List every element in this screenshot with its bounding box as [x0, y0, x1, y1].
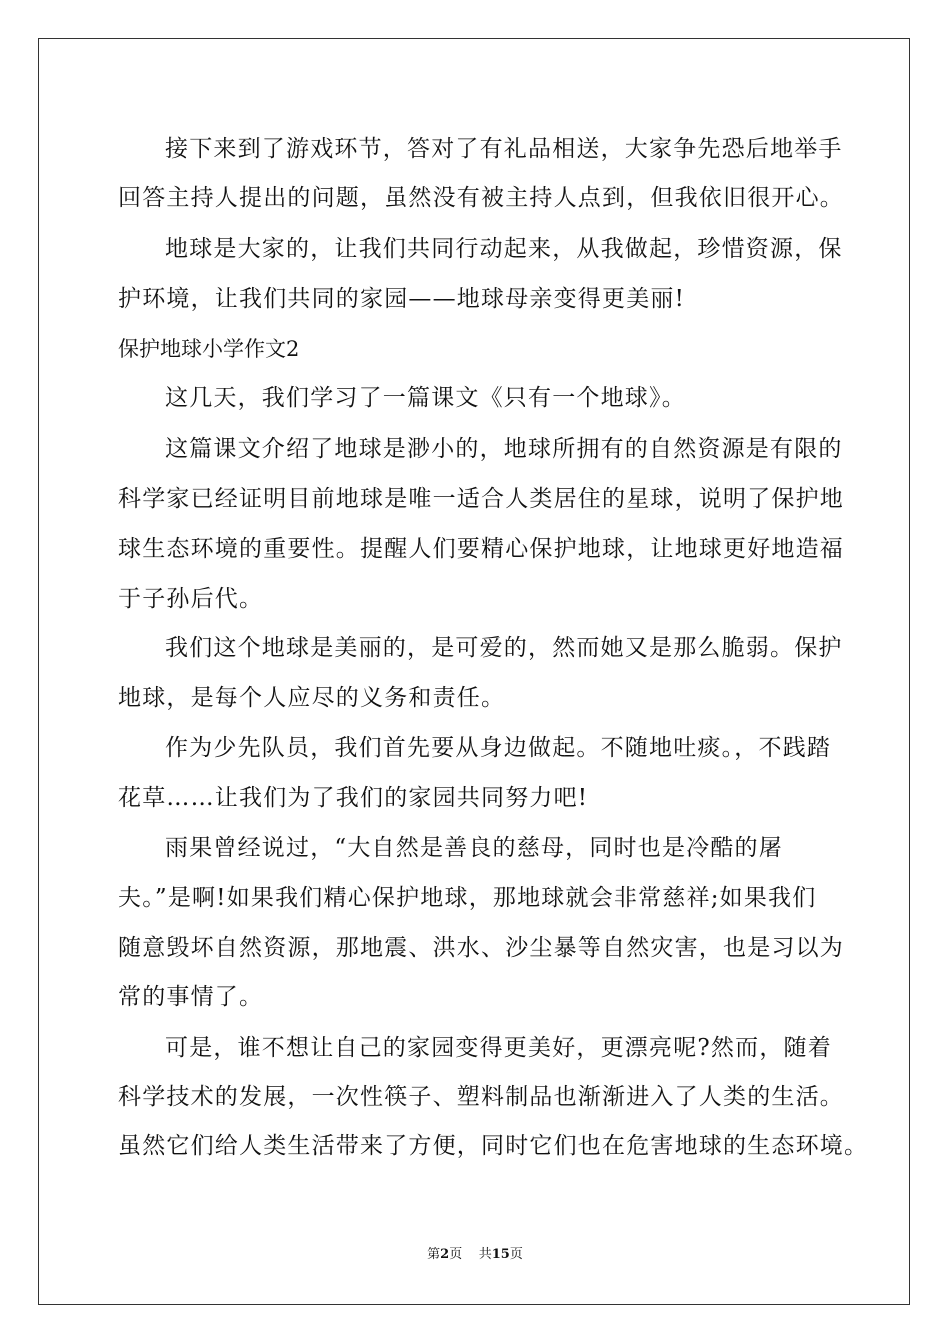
paragraph-line: 回答主持人提出的问题，虽然没有被主持人点到，但我依旧很开心。 — [118, 185, 844, 211]
paragraph-line: 护环境，让我们共同的家园——地球母亲变得更美丽! — [118, 286, 686, 312]
section-heading: 保护地球小学作文2 — [118, 337, 300, 361]
page-number-prefix: 第 — [427, 1247, 441, 1262]
paragraph-line: 虽然它们给人类生活带来了方便，同时它们也在危害地球的生态环境。 — [118, 1133, 869, 1159]
paragraph-line: 球生态环境的重要性。提醒人们要精心保护地球，让地球更好地造福 — [118, 536, 844, 562]
paragraph-line: 可是，谁不想让自己的家园变得更美好，更漂亮呢?然而，随着 — [165, 1035, 832, 1061]
page-number-suffix: 页 — [449, 1247, 463, 1262]
paragraph-line: 随意毁坏自然资源，那地震、洪水、沙尘暴等自然灾害，也是习以为 — [118, 935, 844, 961]
paragraph-line: 作为少先队员，我们首先要从身边做起。不随地吐痰。，不践踏 — [165, 735, 832, 761]
page-frame — [38, 38, 910, 1305]
total-pages: 15 — [491, 1247, 510, 1262]
paragraph-line: 我们这个地球是美丽的，是可爱的，然而她又是那么脆弱。保护 — [165, 635, 843, 661]
paragraph-line: 科学家已经证明目前地球是唯一适合人类居住的星球，说明了保护地 — [118, 486, 844, 512]
total-pages-prefix: 共 — [478, 1247, 492, 1262]
paragraph-line: 这篇课文介绍了地球是渺小的，地球所拥有的自然资源是有限的 — [165, 436, 843, 462]
paragraph-line: 夫。”是啊!如果我们精心保护地球，那地球就会非常慈祥;如果我们 — [118, 885, 817, 911]
paragraph-line: 地球，是每个人应尽的义务和责任。 — [118, 685, 506, 711]
paragraph-line: 地球是大家的，让我们共同行动起来，从我做起，珍惜资源，保 — [165, 236, 843, 262]
paragraph-line: 于子孙后代。 — [118, 586, 264, 612]
paragraph-line: 科学技术的发展，一次性筷子、塑料制品也渐渐进入了人类的生活。 — [118, 1084, 844, 1110]
page-number: 2 — [440, 1247, 450, 1262]
paragraph-line: 接下来到了游戏环节，答对了有礼品相送，大家争先恐后地举手 — [165, 136, 843, 162]
paragraph-line: 雨果曾经说过，“大自然是善良的慈母，同时也是冷酷的屠 — [165, 835, 783, 861]
paragraph-line: 常的事情了。 — [118, 984, 264, 1010]
total-pages-suffix: 页 — [509, 1247, 523, 1262]
paragraph-line: 花草……让我们为了我们的家园共同努力吧! — [118, 785, 589, 811]
paragraph-line: 这几天，我们学习了一篇课文《只有一个地球》。 — [165, 385, 686, 411]
page-footer — [0, 1246, 950, 1264]
